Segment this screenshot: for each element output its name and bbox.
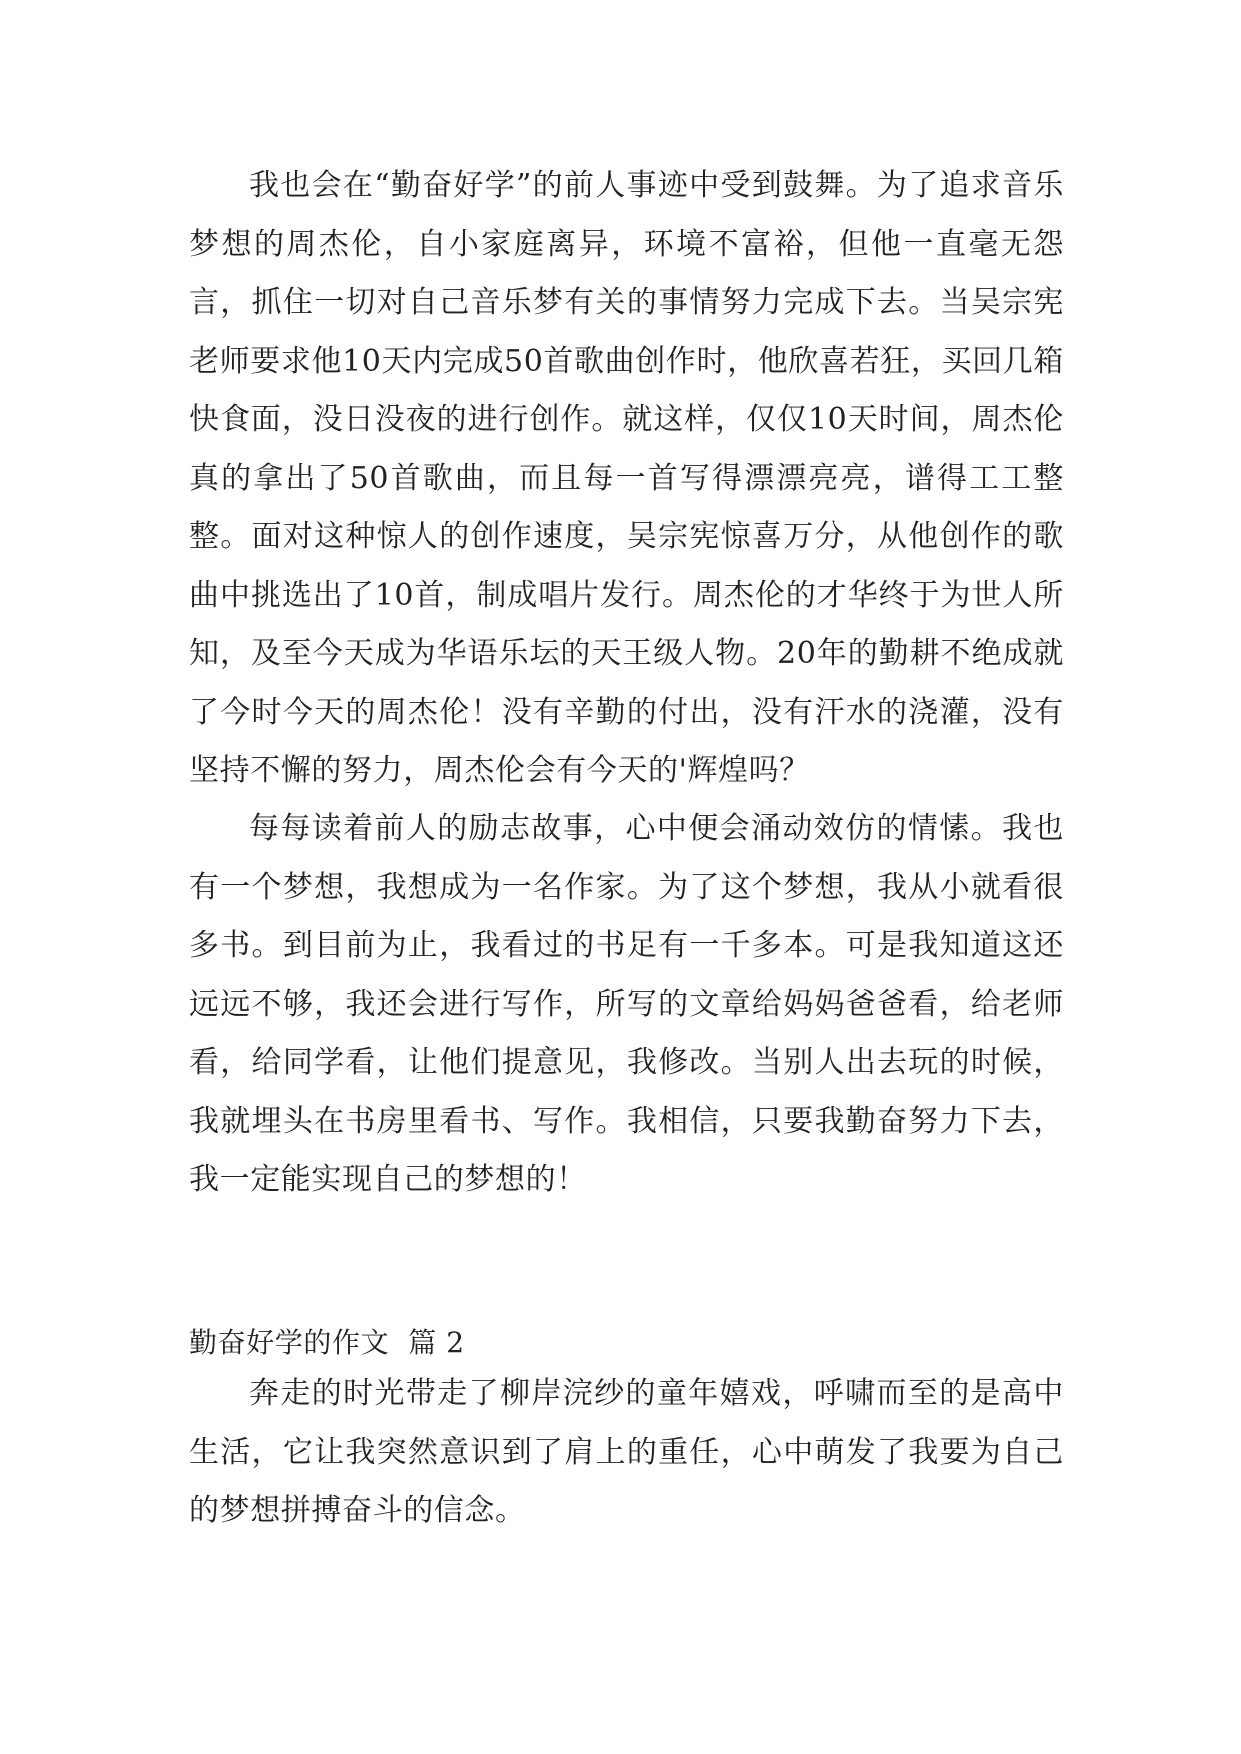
body-paragraph-3 [189, 1365, 1064, 1541]
body-paragraph-1 [189, 157, 1064, 801]
section-heading: 勤奋好学的作文 篇 2 [189, 1326, 465, 1359]
paragraph-text: 每每读着前人的励志故事，心中便会涌动效仿的情愫。我也有一个梦想，我想成为一名作家。为了这个梦想，我从小就看很多书。到目前为止，我看过的书足有一千多本。可是我知道这还远远不够，我还会进行写作，所写的文章给妈妈爸爸看，给老师看，给同学看，让他们提意见，我修改。当别人出去玩的时候，我就埋头在书房里看书、写作。我相信，只要我勤奋努力下去，我一定能实现自己的梦想的！ [189, 811, 1064, 1197]
paragraph-text: 我也会在“勤奋好学”的前人事迹中受到鼓舞。为了追求音乐梦想的周杰伦，自小家庭离异，环境不富裕，但他一直毫无怨言，抓住一切对自己音乐梦有关的事情努力完成下去。当吴宗宪老师要求他10天内完成50首歌曲创作时，他欣喜若狂，买回几箱快食面，没日没夜的进行创作。就这样，仅仅10天时间，周杰伦真的拿出了50首歌曲，而且每一首写得漂漂亮亮，谱得工工整整。面对这种惊人的创作速度，吴宗宪惊喜万分，从他创作的歌曲中挑选出了10首，制成唱片发行。周杰伦的才华终于为世人所知，及至今天成为华语乐坛的天王级人物。20年的勤耕不绝成就了今时今天的周杰伦！没有辛勤的付出，没有汗水的浇灌，没有坚持不懈的努力，周杰伦会有今天的'辉煌吗？ [189, 168, 1064, 788]
body-paragraph-2 [189, 800, 1064, 1210]
paragraph-text: 奔走的时光带走了柳岸浣纱的童年嬉戏，呼啸而至的是高中生活，它让我突然意识到了肩上的重任，心中萌发了我要为自己的梦想拼搏奋斗的信念。 [189, 1376, 1064, 1528]
